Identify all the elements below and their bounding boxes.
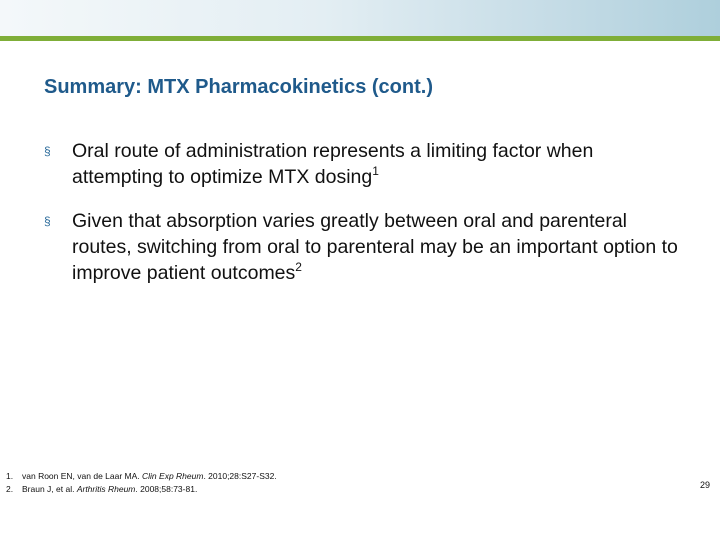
reference-journal: Arthritis Rheum — [76, 484, 136, 494]
bullet-text-1: Oral route of administration represents a limiting factor when attempting to optimize MTX dosing — [72, 140, 594, 188]
bullet-item-1 — [44, 138, 684, 190]
reference-list — [6, 470, 566, 496]
bullet-list — [44, 138, 684, 304]
reference-citation: . 2010;28:S27-S32. — [203, 471, 277, 481]
reference-citation: . 2008;58:73-81. — [135, 484, 198, 494]
reference-authors: Braun J, et al. — [22, 484, 77, 494]
bullet-square-icon: § — [44, 214, 51, 228]
slide-title: Summary: MTX Pharmacokinetics (cont.) — [44, 76, 433, 98]
bullet-item-2 — [44, 208, 684, 286]
bullet-text-2: Given that absorption varies greatly between oral and parenteral routes, switching from oral to parenteral may be an important option to improve patient outcomes — [72, 210, 678, 284]
reference-journal: Clin Exp Rheum — [142, 471, 204, 481]
reference-authors: van Roon EN, van de Laar MA. — [22, 471, 143, 481]
reference-number: 2. — [6, 484, 14, 494]
header-gradient-band — [0, 0, 720, 36]
reference-item-1 — [6, 470, 566, 483]
citation-superscript-2: 2 — [295, 260, 302, 274]
page-number: 29 — [699, 480, 710, 490]
reference-number: 1. — [6, 471, 14, 481]
reference-item-2 — [6, 483, 566, 496]
header-accent-rule — [0, 36, 720, 41]
citation-superscript-1: 1 — [372, 164, 379, 178]
bullet-square-icon: § — [44, 144, 51, 158]
